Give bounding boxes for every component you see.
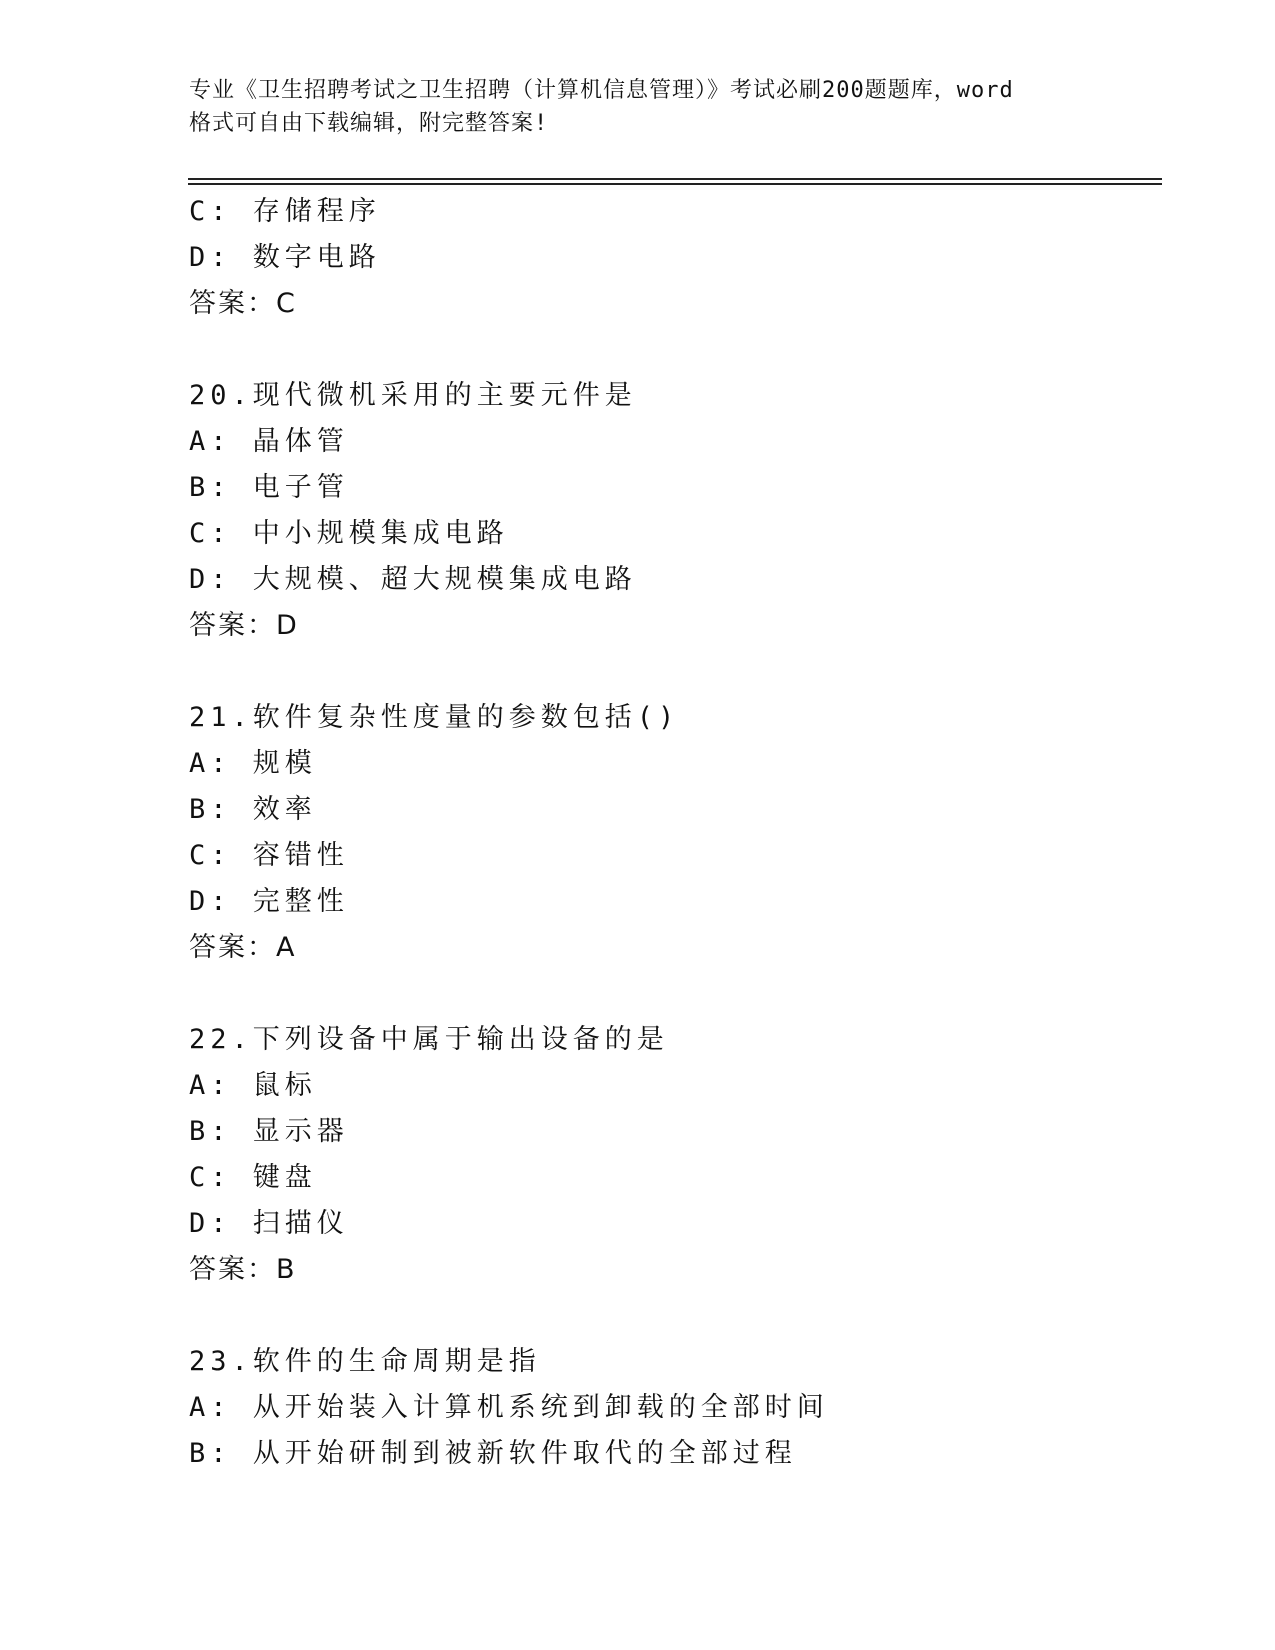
option-c: C: 存储程序 xyxy=(189,196,381,227)
option-d: D: 数字电路 xyxy=(189,242,381,273)
option-a: A: 晶体管 xyxy=(189,426,349,457)
spacer xyxy=(189,971,1139,1017)
header-line-1: 专业《卫生招聘考试之卫生招聘（计算机信息管理）》考试必刷200题题库，word xyxy=(189,78,1014,103)
option-c: C: 容错性 xyxy=(189,840,349,871)
answer: 答案：A xyxy=(189,932,297,963)
header-divider-bottom xyxy=(188,183,1162,185)
option-c: C: 键盘 xyxy=(189,1162,317,1193)
spacer xyxy=(189,1293,1139,1339)
option-a: A: 规模 xyxy=(189,748,317,779)
option-b: B: 显示器 xyxy=(189,1116,349,1147)
option-b: B: 从开始研制到被新软件取代的全部过程 xyxy=(189,1438,797,1469)
answer: 答案：D xyxy=(189,610,299,641)
answer: 答案：B xyxy=(189,1254,297,1285)
question-stem: 20.现代微机采用的主要元件是 xyxy=(189,380,637,411)
header-line-2: 格式可自由下载编辑，附完整答案! xyxy=(189,111,549,136)
header-divider-top xyxy=(188,178,1162,180)
question-list xyxy=(189,189,1139,1477)
option-c: C: 中小规模集成电路 xyxy=(189,518,509,549)
question-stem: 21.软件复杂性度量的参数包括() xyxy=(189,702,680,733)
option-d: D: 扫描仪 xyxy=(189,1208,349,1239)
option-d: D: 完整性 xyxy=(189,886,349,917)
spacer xyxy=(189,649,1139,695)
spacer xyxy=(189,327,1139,373)
option-d: D: 大规模、超大规模集成电路 xyxy=(189,564,637,595)
answer: 答案：C xyxy=(189,288,297,319)
option-b: B: 电子管 xyxy=(189,472,349,503)
option-b: B: 效率 xyxy=(189,794,317,825)
option-a: A: 鼠标 xyxy=(189,1070,317,1101)
document-header xyxy=(189,74,1089,140)
question-stem: 22.下列设备中属于输出设备的是 xyxy=(189,1024,669,1055)
question-stem: 23.软件的生命周期是指 xyxy=(189,1346,541,1377)
option-a: A: 从开始装入计算机系统到卸载的全部时间 xyxy=(189,1392,829,1423)
